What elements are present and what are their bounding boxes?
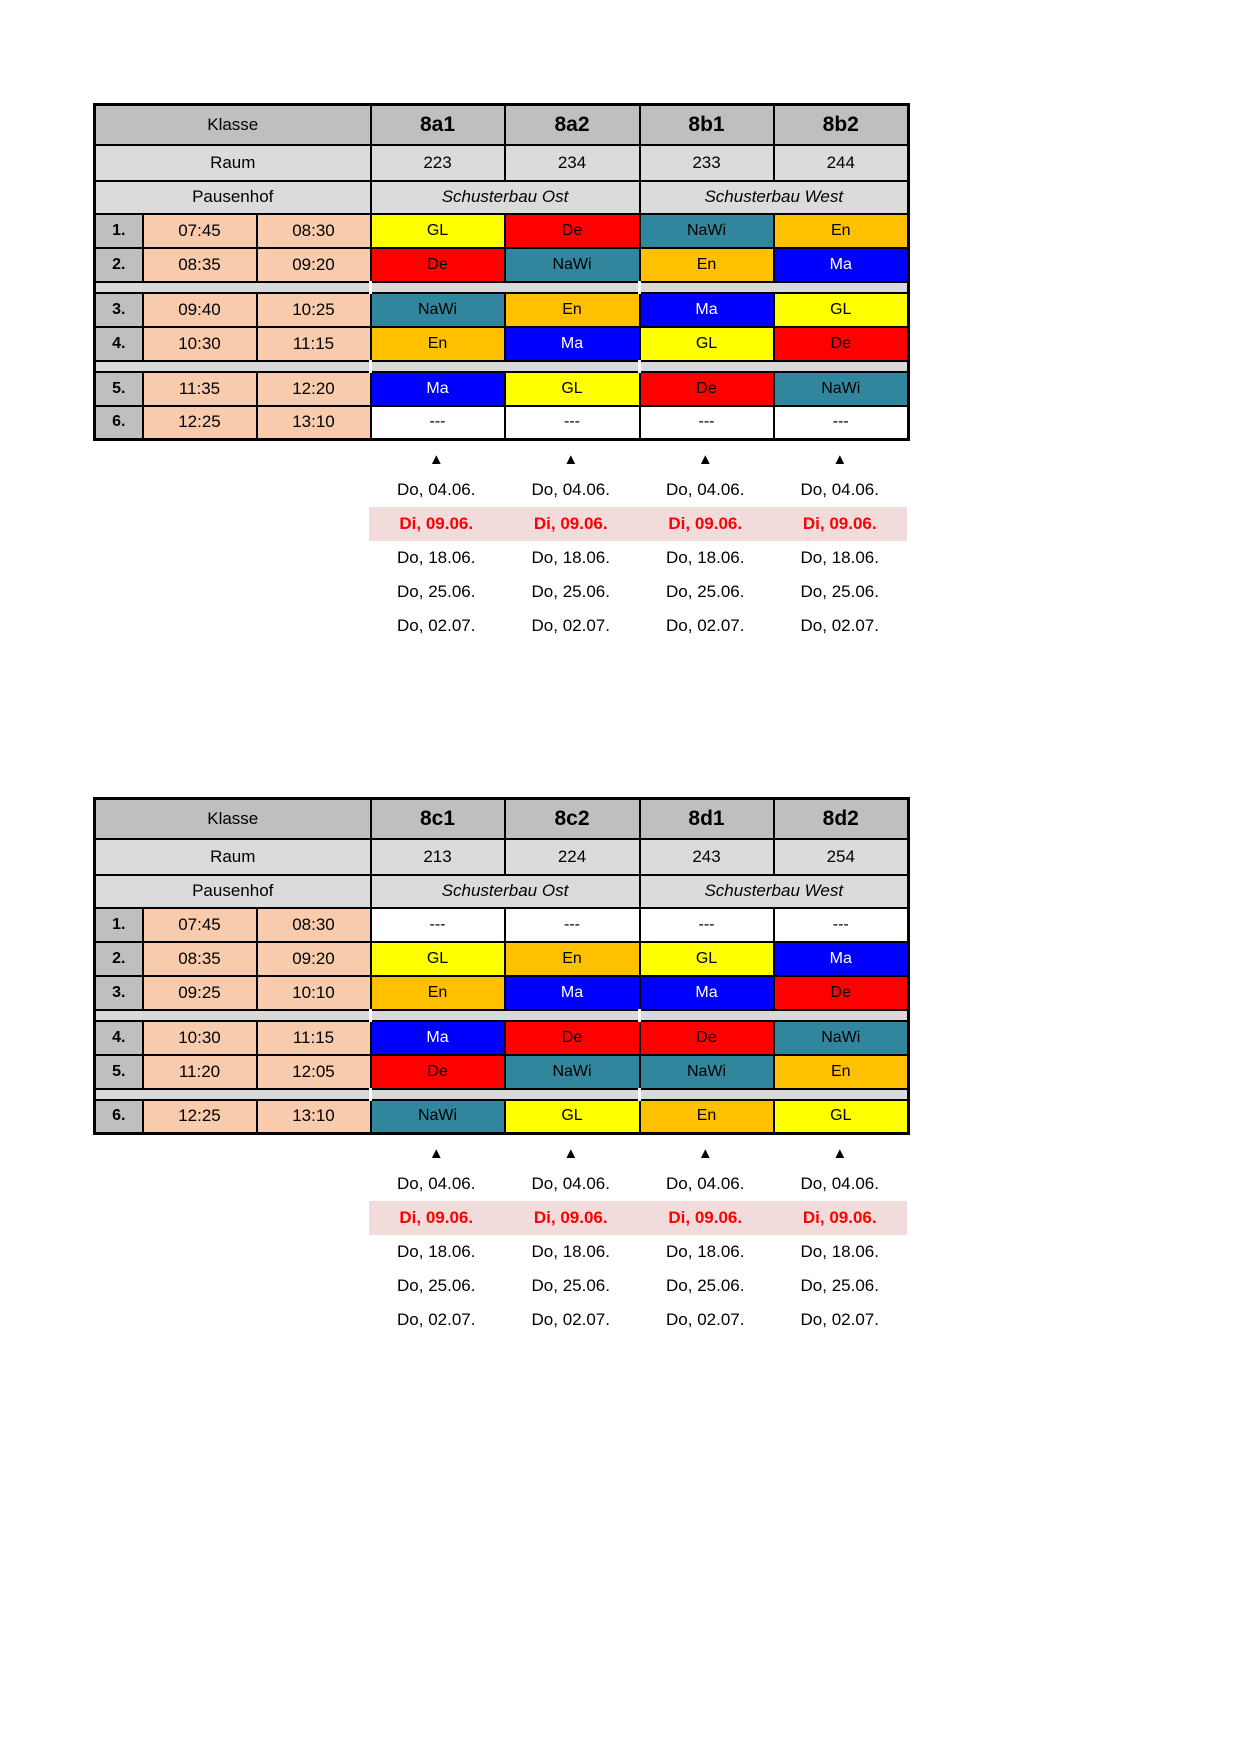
date-label: Do, 18.06. xyxy=(666,1242,745,1261)
exam-dates xyxy=(369,441,907,643)
spacer-cell xyxy=(95,282,371,293)
spacer-cell xyxy=(371,1010,640,1021)
start-time: 08:35 xyxy=(143,942,257,976)
room-number: 224 xyxy=(505,839,640,875)
start-time: 10:30 xyxy=(143,1021,257,1055)
start-time: 10:30 xyxy=(143,327,257,361)
spacer-row xyxy=(95,361,909,372)
triangle-up-icon: ▲ xyxy=(832,1145,848,1162)
spacer-row xyxy=(95,282,909,293)
date-label: Di, 09.06. xyxy=(533,514,608,533)
date-row xyxy=(369,473,907,507)
pausenhof-area: Schusterbau West xyxy=(640,181,909,214)
date-label: Do, 02.07. xyxy=(397,1310,476,1329)
period-row xyxy=(95,1100,909,1134)
period-number: 4. xyxy=(95,327,143,361)
date-row-highlighted xyxy=(369,1201,907,1235)
subject-cell: Ma xyxy=(505,327,640,361)
pausenhof-label: Pausenhof xyxy=(95,181,371,214)
period-number: 3. xyxy=(95,293,143,327)
pausenhof-row xyxy=(95,875,909,908)
room-number: 213 xyxy=(371,839,505,875)
date-label: Do, 25.06. xyxy=(666,1276,745,1295)
start-time: 09:25 xyxy=(143,976,257,1010)
subject-cell: NaWi xyxy=(774,1021,909,1055)
subject-cell: En xyxy=(640,248,774,282)
period-row xyxy=(95,293,909,327)
spacer-row xyxy=(95,1010,909,1021)
subject-cell: En xyxy=(640,1100,774,1134)
period-number: 2. xyxy=(95,248,143,282)
period-number: 2. xyxy=(95,942,143,976)
subject-cell: NaWi xyxy=(371,293,505,327)
klasse-row xyxy=(95,799,909,839)
class-name: 8c1 xyxy=(371,799,505,839)
subject-cell: De xyxy=(505,214,640,248)
date-label: Di, 09.06. xyxy=(668,1208,743,1227)
period-row xyxy=(95,1021,909,1055)
subject-cell: NaWi xyxy=(371,1100,505,1134)
pausenhof-area: Schusterbau Ost xyxy=(371,181,640,214)
period-number: 3. xyxy=(95,976,143,1010)
class-name: 8c2 xyxy=(505,799,640,839)
room-number: 243 xyxy=(640,839,774,875)
subject-cell: --- xyxy=(371,908,505,942)
date-row xyxy=(369,541,907,575)
start-time: 09:40 xyxy=(143,293,257,327)
period-number: 6. xyxy=(95,406,143,440)
date-label: Di, 09.06. xyxy=(802,1208,877,1227)
subject-cell: GL xyxy=(640,327,774,361)
subject-cell: NaWi xyxy=(640,214,774,248)
timetable xyxy=(93,797,910,1135)
date-label: Do, 02.07. xyxy=(800,1310,879,1329)
subject-cell: En xyxy=(371,327,505,361)
subject-cell: GL xyxy=(774,1100,909,1134)
period-number: 5. xyxy=(95,1055,143,1089)
subject-cell: De xyxy=(371,248,505,282)
date-label: Do, 25.06. xyxy=(531,582,610,601)
date-label: Do, 18.06. xyxy=(800,548,879,567)
subject-cell: --- xyxy=(774,406,909,440)
date-label: Do, 18.06. xyxy=(397,548,476,567)
room-number: 244 xyxy=(774,145,909,181)
period-row xyxy=(95,406,909,440)
date-label: Di, 09.06. xyxy=(399,514,474,533)
date-label: Di, 09.06. xyxy=(802,514,877,533)
date-label: Do, 04.06. xyxy=(397,1174,476,1193)
subject-cell: En xyxy=(774,1055,909,1089)
raum-label: Raum xyxy=(95,145,371,181)
subject-cell: GL xyxy=(505,372,640,406)
triangle-up-icon: ▲ xyxy=(428,1145,444,1162)
subject-cell: --- xyxy=(774,908,909,942)
timetable xyxy=(93,103,910,441)
date-row xyxy=(369,1235,907,1269)
subject-cell: Ma xyxy=(371,1021,505,1055)
end-time: 13:10 xyxy=(257,406,371,440)
spacer-cell xyxy=(640,282,909,293)
pausenhof-row xyxy=(95,181,909,214)
subject-cell: NaWi xyxy=(505,248,640,282)
spacer-cell xyxy=(95,1010,371,1021)
room-number: 254 xyxy=(774,839,909,875)
date-label: Do, 25.06. xyxy=(397,582,476,601)
subject-cell: GL xyxy=(371,942,505,976)
spacer-cell xyxy=(95,1089,371,1100)
end-time: 08:30 xyxy=(257,214,371,248)
room-number: 233 xyxy=(640,145,774,181)
subject-cell: GL xyxy=(774,293,909,327)
start-time: 11:20 xyxy=(143,1055,257,1089)
triangle-up-icon: ▲ xyxy=(563,1145,579,1162)
spacer-row xyxy=(95,1089,909,1100)
subject-cell: --- xyxy=(505,908,640,942)
subject-cell: --- xyxy=(640,406,774,440)
date-row xyxy=(369,1269,907,1303)
subject-cell: De xyxy=(640,372,774,406)
subject-cell: NaWi xyxy=(774,372,909,406)
date-label: Do, 25.06. xyxy=(397,1276,476,1295)
date-label: Di, 09.06. xyxy=(668,514,743,533)
pausenhof-area: Schusterbau West xyxy=(640,875,909,908)
date-row xyxy=(369,609,907,643)
klasse-row xyxy=(95,105,909,145)
date-label: Do, 25.06. xyxy=(800,582,879,601)
period-row xyxy=(95,1055,909,1089)
date-label: Do, 04.06. xyxy=(531,480,610,499)
date-label: Do, 04.06. xyxy=(800,1174,879,1193)
subject-cell: De xyxy=(640,1021,774,1055)
subject-cell: Ma xyxy=(640,976,774,1010)
subject-cell: En xyxy=(505,293,640,327)
date-label: Do, 02.07. xyxy=(800,616,879,635)
date-label: Do, 18.06. xyxy=(531,548,610,567)
date-row-highlighted xyxy=(369,507,907,541)
room-number: 223 xyxy=(371,145,505,181)
class-name: 8b1 xyxy=(640,105,774,145)
date-label: Do, 18.06. xyxy=(531,1242,610,1261)
pausenhof-label: Pausenhof xyxy=(95,875,371,908)
triangle-row xyxy=(369,1135,907,1167)
date-label: Di, 09.06. xyxy=(399,1208,474,1227)
subject-cell: Ma xyxy=(505,976,640,1010)
klasse-label: Klasse xyxy=(95,105,371,145)
raum-row xyxy=(95,145,909,181)
end-time: 09:20 xyxy=(257,248,371,282)
end-time: 12:05 xyxy=(257,1055,371,1089)
date-label: Do, 25.06. xyxy=(800,1276,879,1295)
raum-label: Raum xyxy=(95,839,371,875)
subject-cell: De xyxy=(774,976,909,1010)
spacer-cell xyxy=(640,1010,909,1021)
triangle-up-icon: ▲ xyxy=(563,451,579,468)
class-name: 8b2 xyxy=(774,105,909,145)
period-number: 4. xyxy=(95,1021,143,1055)
class-name: 8d1 xyxy=(640,799,774,839)
date-label: Do, 04.06. xyxy=(800,480,879,499)
subject-cell: --- xyxy=(505,406,640,440)
period-number: 1. xyxy=(95,214,143,248)
spacer-cell xyxy=(371,361,640,372)
subject-cell: De xyxy=(505,1021,640,1055)
subject-cell: En xyxy=(505,942,640,976)
date-label: Do, 02.07. xyxy=(531,616,610,635)
end-time: 10:25 xyxy=(257,293,371,327)
klasse-label: Klasse xyxy=(95,799,371,839)
date-label: Do, 04.06. xyxy=(397,480,476,499)
end-time: 13:10 xyxy=(257,1100,371,1134)
timetable-section-1 xyxy=(93,103,910,643)
period-number: 6. xyxy=(95,1100,143,1134)
end-time: 09:20 xyxy=(257,942,371,976)
period-number: 5. xyxy=(95,372,143,406)
period-row xyxy=(95,248,909,282)
start-time: 12:25 xyxy=(143,1100,257,1134)
date-row xyxy=(369,1167,907,1201)
subject-cell: --- xyxy=(371,406,505,440)
spacer-cell xyxy=(640,1089,909,1100)
subject-cell: De xyxy=(371,1055,505,1089)
spacer-cell xyxy=(95,361,371,372)
triangle-up-icon: ▲ xyxy=(428,451,444,468)
subject-cell: --- xyxy=(640,908,774,942)
exam-dates xyxy=(369,1135,907,1337)
end-time: 10:10 xyxy=(257,976,371,1010)
triangle-row xyxy=(369,441,907,473)
triangle-up-icon: ▲ xyxy=(697,451,713,468)
start-time: 08:35 xyxy=(143,248,257,282)
subject-cell: De xyxy=(774,327,909,361)
triangle-up-icon: ▲ xyxy=(697,1145,713,1162)
class-name: 8a2 xyxy=(505,105,640,145)
date-label: Do, 04.06. xyxy=(531,1174,610,1193)
spacer-cell xyxy=(371,1089,640,1100)
period-row xyxy=(95,214,909,248)
date-label: Do, 25.06. xyxy=(666,582,745,601)
end-time: 08:30 xyxy=(257,908,371,942)
triangle-up-icon: ▲ xyxy=(832,451,848,468)
date-row xyxy=(369,575,907,609)
date-label: Do, 25.06. xyxy=(531,1276,610,1295)
subject-cell: NaWi xyxy=(505,1055,640,1089)
spacer-cell xyxy=(640,361,909,372)
room-number: 234 xyxy=(505,145,640,181)
end-time: 12:20 xyxy=(257,372,371,406)
date-label: Do, 18.06. xyxy=(666,548,745,567)
date-label: Do, 04.06. xyxy=(666,1174,745,1193)
period-row xyxy=(95,942,909,976)
period-row xyxy=(95,327,909,361)
subject-cell: Ma xyxy=(774,248,909,282)
class-name: 8a1 xyxy=(371,105,505,145)
start-time: 07:45 xyxy=(143,908,257,942)
spacer-cell xyxy=(371,282,640,293)
period-row xyxy=(95,976,909,1010)
pausenhof-area: Schusterbau Ost xyxy=(371,875,640,908)
end-time: 11:15 xyxy=(257,327,371,361)
subject-cell: Ma xyxy=(371,372,505,406)
date-label: Do, 18.06. xyxy=(397,1242,476,1261)
period-row xyxy=(95,908,909,942)
subject-cell: En xyxy=(774,214,909,248)
date-label: Do, 02.07. xyxy=(666,616,745,635)
date-label: Do, 02.07. xyxy=(397,616,476,635)
subject-cell: GL xyxy=(371,214,505,248)
date-label: Do, 02.07. xyxy=(666,1310,745,1329)
timetable-section-2 xyxy=(93,797,910,1337)
start-time: 12:25 xyxy=(143,406,257,440)
class-name: 8d2 xyxy=(774,799,909,839)
subject-cell: GL xyxy=(640,942,774,976)
date-label: Do, 02.07. xyxy=(531,1310,610,1329)
date-row xyxy=(369,1303,907,1337)
date-label: Do, 04.06. xyxy=(666,480,745,499)
period-row xyxy=(95,372,909,406)
period-number: 1. xyxy=(95,908,143,942)
start-time: 07:45 xyxy=(143,214,257,248)
start-time: 11:35 xyxy=(143,372,257,406)
subject-cell: NaWi xyxy=(640,1055,774,1089)
subject-cell: Ma xyxy=(774,942,909,976)
subject-cell: GL xyxy=(505,1100,640,1134)
date-label: Do, 18.06. xyxy=(800,1242,879,1261)
subject-cell: Ma xyxy=(640,293,774,327)
end-time: 11:15 xyxy=(257,1021,371,1055)
raum-row xyxy=(95,839,909,875)
date-label: Di, 09.06. xyxy=(533,1208,608,1227)
subject-cell: En xyxy=(371,976,505,1010)
